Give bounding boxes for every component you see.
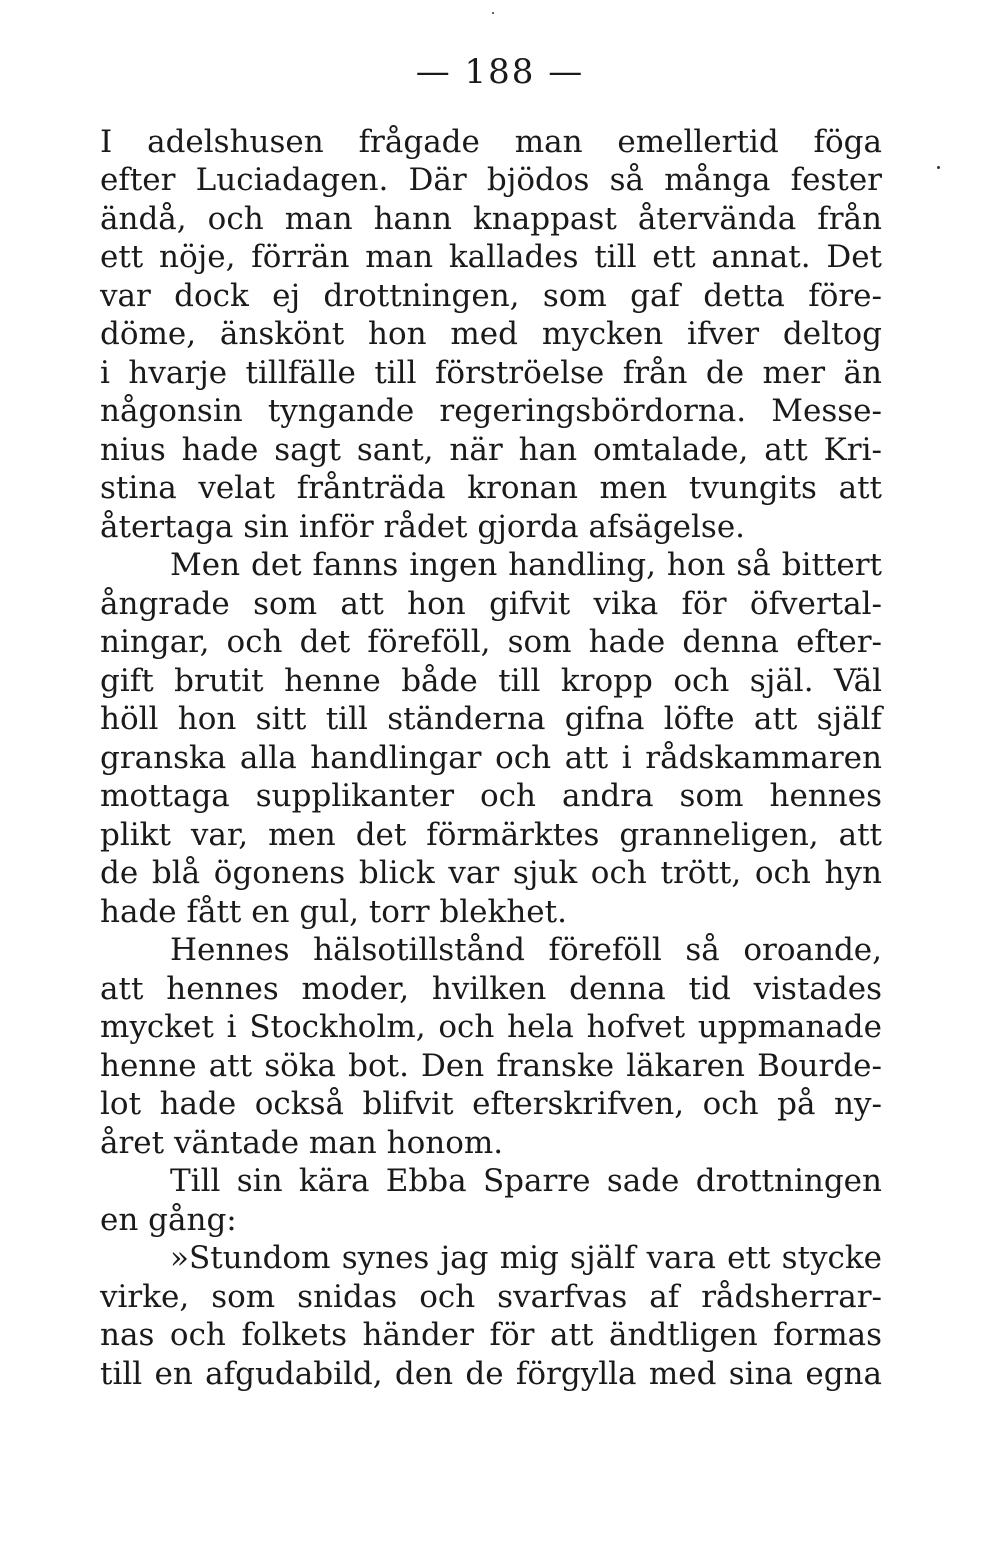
text-line: att hennes moder, hvilken denna tid vistades xyxy=(100,971,882,1007)
text-line: återtaga sin inför rådet gjorda afsägelse. xyxy=(100,509,746,545)
text-line: ångrade som att hon gifvit vika för öfvertal- xyxy=(100,586,882,622)
text-line: nas och folkets händer för att ändtligen formas xyxy=(100,1317,882,1353)
text-line: Hennes hälsotillstånd föreföll så oroande, xyxy=(170,932,882,968)
text-line: gift brutit henne både till kropp och själ. Väl xyxy=(100,663,882,699)
text-line: var dock ej drottningen, som gaf detta före- xyxy=(100,278,882,314)
text-line: ett nöje, förrän man kallades till ett annat. Det xyxy=(100,239,882,275)
text-line: efter Luciadagen. Där bjödos så många fester xyxy=(100,162,882,198)
text-line: året väntade man honom. xyxy=(100,1125,504,1161)
text-line: någonsin tyngande regeringsbördorna. Messe- xyxy=(100,393,882,429)
text-line: en gång: xyxy=(100,1202,237,1238)
text-line: Till sin kära Ebba Sparre sade drottningen xyxy=(170,1163,882,1199)
text-line: stina velat frånträda kronan men tvungits att xyxy=(100,470,882,506)
text-line: plikt var, men det förmärktes granneligen, att xyxy=(100,817,882,853)
speck-2 xyxy=(492,12,494,14)
text-line: de blå ögonens blick var sjuk och trött, och hyn xyxy=(100,855,882,891)
text-line: mottaga supplikanter och andra som hennes xyxy=(100,778,882,814)
text-line: virke, som snidas och svarfvas af rådsherrar- xyxy=(100,1279,882,1315)
text-line: I adelshusen frågade man emellertid föga xyxy=(100,124,882,160)
text-line: Men det fanns ingen handling, hon så bittert xyxy=(170,547,882,583)
text-line: lot hade också blifvit efterskrifven, och på ny- xyxy=(100,1086,882,1122)
text-line: »Stundom synes jag mig själf vara ett stycke xyxy=(170,1240,882,1276)
text-line: mycket i Stockholm, och hela hofvet uppmanade xyxy=(100,1009,882,1045)
text-line: ändå, och man hann knappast återvända från xyxy=(100,201,882,237)
text-line: granska alla handlingar och att i rådskammaren xyxy=(100,740,882,776)
speck-1 xyxy=(937,166,940,169)
page-number: — 188 — xyxy=(415,52,585,92)
text-line: hade fått en gul, torr blekhet. xyxy=(100,894,567,930)
text-line: nius hade sagt sant, när han omtalade, att Kri- xyxy=(100,432,882,468)
text-line: döme, änskönt hon med mycken ifver deltog xyxy=(100,316,882,352)
text-line: henne att söka bot. Den franske läkaren Bourde- xyxy=(100,1048,882,1084)
text-line: ningar, och det föreföll, som hade denna efter- xyxy=(100,624,882,660)
text-line: till en afgudabild, den de förgylla med sina egna xyxy=(100,1356,882,1392)
text-line: höll hon sitt till ständerna gifna löfte att själf xyxy=(100,701,882,737)
text-line: i hvarje tillfälle till förströelse från de mer än xyxy=(100,355,882,391)
